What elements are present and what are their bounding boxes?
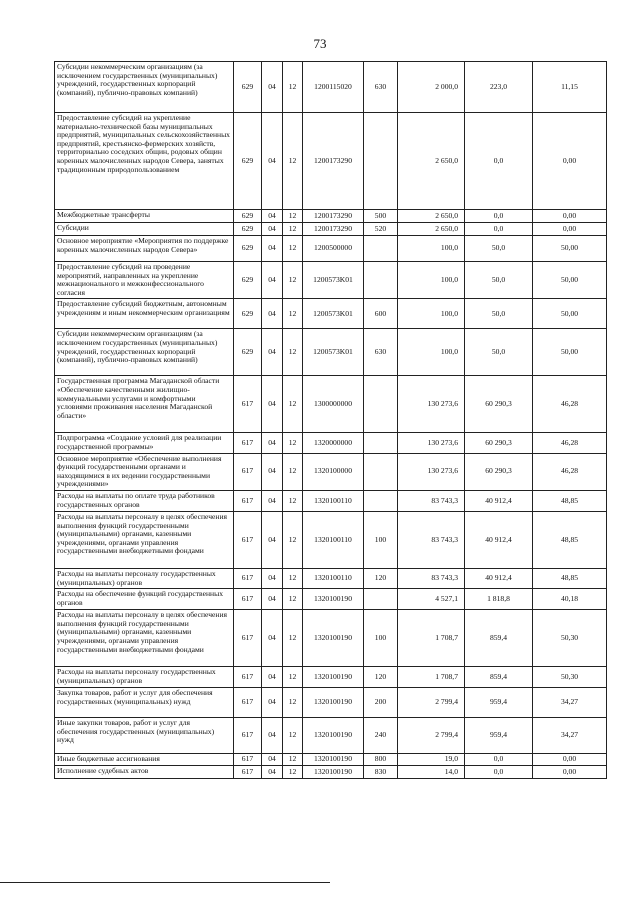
cell-section: 04	[262, 718, 283, 754]
cell-executed: 60 290,3	[465, 453, 533, 490]
cell-grbs: 629	[234, 62, 262, 113]
footer-rule	[0, 882, 330, 884]
cell-target-article: 1200173290	[303, 113, 364, 210]
cell-expense-type: 100	[364, 511, 398, 568]
table-row	[55, 568, 607, 588]
cell-percent: 46,28	[533, 453, 607, 490]
cell-section: 04	[262, 262, 283, 299]
cell-subsection: 12	[283, 210, 303, 223]
cell-grbs: 617	[234, 718, 262, 754]
cell-executed: 1 818,8	[465, 589, 533, 610]
table-row	[55, 766, 607, 779]
cell-target-article: 1320100190	[303, 688, 364, 718]
cell-percent: 46,28	[533, 433, 607, 453]
cell-name: Расходы на выплаты персоналу государственных (муниципальных) органов	[55, 568, 234, 588]
cell-grbs: 617	[234, 490, 262, 511]
cell-planned: 130 273,6	[398, 433, 465, 453]
cell-subsection: 12	[283, 688, 303, 718]
cell-subsection: 12	[283, 718, 303, 754]
cell-percent: 0,00	[533, 766, 607, 779]
cell-target-article: 1320100000	[303, 453, 364, 490]
cell-executed: 50,0	[465, 236, 533, 262]
cell-target-article: 1320100110	[303, 511, 364, 568]
cell-expense-type: 240	[364, 718, 398, 754]
cell-section: 04	[262, 453, 283, 490]
cell-expense-type: 100	[364, 610, 398, 667]
cell-grbs: 617	[234, 667, 262, 688]
cell-executed: 50,0	[465, 262, 533, 299]
table-row	[55, 299, 607, 329]
cell-target-article: 1200173290	[303, 210, 364, 223]
cell-expense-type: 600	[364, 299, 398, 329]
cell-percent: 50,30	[533, 610, 607, 667]
cell-planned: 100,0	[398, 262, 465, 299]
cell-target-article: 1200573K01	[303, 329, 364, 376]
cell-planned: 83 743,3	[398, 511, 465, 568]
cell-section: 04	[262, 610, 283, 667]
cell-planned: 19,0	[398, 754, 465, 766]
table-row	[55, 490, 607, 511]
cell-subsection: 12	[283, 113, 303, 210]
cell-planned: 2 650,0	[398, 113, 465, 210]
table-row	[55, 223, 607, 236]
cell-name: Субсидии некоммерческим организациям (за исключением государственных (муниципальных) учреждений, государственных корпораций (компаний), публично-правовых компаний)	[55, 62, 234, 113]
cell-name: Расходы на выплаты по оплате труда работников государственных органов	[55, 490, 234, 511]
cell-executed: 0,0	[465, 754, 533, 766]
cell-grbs: 629	[234, 262, 262, 299]
cell-expense-type: 630	[364, 329, 398, 376]
cell-percent: 50,00	[533, 262, 607, 299]
cell-executed: 859,4	[465, 610, 533, 667]
cell-section: 04	[262, 754, 283, 766]
cell-executed: 0,0	[465, 766, 533, 779]
cell-grbs: 617	[234, 568, 262, 588]
table-row	[55, 589, 607, 610]
cell-subsection: 12	[283, 511, 303, 568]
cell-target-article: 1320000000	[303, 433, 364, 453]
cell-percent: 0,00	[533, 210, 607, 223]
table-row	[55, 718, 607, 754]
cell-expense-type	[364, 589, 398, 610]
cell-planned: 2 000,0	[398, 62, 465, 113]
cell-planned: 83 743,3	[398, 490, 465, 511]
cell-grbs: 617	[234, 453, 262, 490]
cell-grbs: 617	[234, 754, 262, 766]
table-row	[55, 236, 607, 262]
cell-grbs: 617	[234, 511, 262, 568]
cell-section: 04	[262, 236, 283, 262]
cell-name: Исполнение судебных актов	[55, 766, 234, 779]
cell-subsection: 12	[283, 62, 303, 113]
cell-target-article: 1200573K01	[303, 299, 364, 329]
cell-section: 04	[262, 210, 283, 223]
cell-target-article: 1320100190	[303, 754, 364, 766]
table-row	[55, 688, 607, 718]
cell-grbs: 629	[234, 236, 262, 262]
cell-section: 04	[262, 62, 283, 113]
cell-percent: 11,15	[533, 62, 607, 113]
cell-subsection: 12	[283, 490, 303, 511]
cell-executed: 60 290,3	[465, 376, 533, 433]
cell-percent: 50,00	[533, 236, 607, 262]
cell-planned: 2 799,4	[398, 688, 465, 718]
cell-name: Закупка товаров, работ и услуг для обеспечения государственных (муниципальных) нужд	[55, 688, 234, 718]
cell-name: Расходы на выплаты персоналу в целях обеспечения выполнения функций государственными (муниципальными) органами, казенными учреждениями, органами управления государственными внебюджетными фондами	[55, 610, 234, 667]
cell-executed: 50,0	[465, 299, 533, 329]
budget-execution-table	[54, 61, 607, 779]
cell-target-article: 1320100190	[303, 718, 364, 754]
cell-target-article: 1200500000	[303, 236, 364, 262]
cell-name: Предоставление субсидий бюджетным, автономным учреждениям и иным некоммерческим организациям	[55, 299, 234, 329]
cell-section: 04	[262, 568, 283, 588]
cell-planned: 130 273,6	[398, 376, 465, 433]
cell-expense-type: 120	[364, 667, 398, 688]
cell-planned: 4 527,1	[398, 589, 465, 610]
cell-subsection: 12	[283, 610, 303, 667]
cell-planned: 2 650,0	[398, 223, 465, 236]
table-row	[55, 329, 607, 376]
cell-section: 04	[262, 433, 283, 453]
cell-grbs: 617	[234, 688, 262, 718]
cell-target-article: 1320100110	[303, 568, 364, 588]
cell-name: Межбюджетные трансферты	[55, 210, 234, 223]
cell-expense-type: 520	[364, 223, 398, 236]
cell-target-article: 1200573K01	[303, 262, 364, 299]
table-row	[55, 62, 607, 113]
cell-section: 04	[262, 223, 283, 236]
cell-expense-type: 500	[364, 210, 398, 223]
cell-subsection: 12	[283, 376, 303, 433]
cell-subsection: 12	[283, 766, 303, 779]
cell-section: 04	[262, 688, 283, 718]
cell-expense-type: 120	[364, 568, 398, 588]
cell-percent: 50,00	[533, 299, 607, 329]
cell-percent: 40,18	[533, 589, 607, 610]
cell-grbs: 617	[234, 589, 262, 610]
cell-name: Государственная программа Магаданской области «Обеспечение качественными жилищно-коммунальными услугами и комфортными условиями проживания населения Магаданской области»	[55, 376, 234, 433]
cell-target-article: 1320100190	[303, 667, 364, 688]
cell-target-article: 1200115020	[303, 62, 364, 113]
cell-target-article: 1320100190	[303, 610, 364, 667]
cell-grbs: 617	[234, 376, 262, 433]
cell-grbs: 629	[234, 210, 262, 223]
cell-subsection: 12	[283, 299, 303, 329]
cell-section: 04	[262, 511, 283, 568]
cell-planned: 100,0	[398, 236, 465, 262]
cell-name: Расходы на обеспечение функций государственных органов	[55, 589, 234, 610]
cell-executed: 0,0	[465, 113, 533, 210]
cell-section: 04	[262, 299, 283, 329]
cell-subsection: 12	[283, 667, 303, 688]
cell-subsection: 12	[283, 262, 303, 299]
cell-percent: 0,00	[533, 223, 607, 236]
cell-executed: 0,0	[465, 223, 533, 236]
cell-subsection: 12	[283, 568, 303, 588]
table-row	[55, 610, 607, 667]
cell-percent: 0,00	[533, 754, 607, 766]
cell-name: Субсидии некоммерческим организациям (за исключением государственных (муниципальных) учреждений, государственных корпораций (компаний), публично-правовых компаний)	[55, 329, 234, 376]
cell-subsection: 12	[283, 329, 303, 376]
cell-name: Основное мероприятие «Мероприятия по поддержке коренных малочисленных народов Севера»	[55, 236, 234, 262]
cell-grbs: 629	[234, 223, 262, 236]
cell-executed: 60 290,3	[465, 433, 533, 453]
cell-percent: 48,85	[533, 568, 607, 588]
cell-subsection: 12	[283, 236, 303, 262]
cell-expense-type	[364, 376, 398, 433]
cell-percent: 48,85	[533, 511, 607, 568]
cell-percent: 46,28	[533, 376, 607, 433]
table-row	[55, 210, 607, 223]
cell-planned: 2 799,4	[398, 718, 465, 754]
cell-grbs: 629	[234, 299, 262, 329]
cell-grbs: 617	[234, 610, 262, 667]
cell-expense-type: 200	[364, 688, 398, 718]
cell-subsection: 12	[283, 433, 303, 453]
cell-name: Иные закупки товаров, работ и услуг для обеспечения государственных (муниципальных) нужд	[55, 718, 234, 754]
cell-section: 04	[262, 329, 283, 376]
cell-expense-type: 800	[364, 754, 398, 766]
table-row	[55, 667, 607, 688]
cell-expense-type	[364, 236, 398, 262]
cell-executed: 223,0	[465, 62, 533, 113]
cell-grbs: 629	[234, 113, 262, 210]
cell-percent: 34,27	[533, 688, 607, 718]
cell-planned: 130 273,6	[398, 453, 465, 490]
cell-executed: 0,0	[465, 210, 533, 223]
cell-grbs: 617	[234, 433, 262, 453]
table-row	[55, 453, 607, 490]
cell-executed: 959,4	[465, 718, 533, 754]
cell-target-article: 1320100190	[303, 766, 364, 779]
table-row	[55, 376, 607, 433]
cell-percent: 0,00	[533, 113, 607, 210]
cell-planned: 100,0	[398, 329, 465, 376]
cell-name: Подпрограмма «Создание условий для реализации государственной программы»	[55, 433, 234, 453]
cell-name: Предоставление субсидий на проведение мероприятий, направленных на укрепление межнационального и межконфессионального согласия	[55, 262, 234, 299]
cell-target-article: 1320100190	[303, 589, 364, 610]
cell-expense-type	[364, 262, 398, 299]
cell-subsection: 12	[283, 223, 303, 236]
cell-executed: 40 912,4	[465, 511, 533, 568]
cell-name: Основное мероприятие «Обеспечение выполнения функций государственными органами и находящимися в их ведении государственными учреждениями»	[55, 453, 234, 490]
cell-planned: 83 743,3	[398, 568, 465, 588]
cell-section: 04	[262, 113, 283, 210]
cell-expense-type	[364, 113, 398, 210]
cell-percent: 50,30	[533, 667, 607, 688]
cell-planned: 1 708,7	[398, 610, 465, 667]
cell-section: 04	[262, 667, 283, 688]
cell-percent: 50,00	[533, 329, 607, 376]
cell-expense-type	[364, 453, 398, 490]
cell-subsection: 12	[283, 589, 303, 610]
cell-executed: 50,0	[465, 329, 533, 376]
cell-expense-type	[364, 490, 398, 511]
table-body	[55, 62, 607, 779]
cell-section: 04	[262, 490, 283, 511]
cell-expense-type	[364, 433, 398, 453]
cell-executed: 959,4	[465, 688, 533, 718]
cell-executed: 40 912,4	[465, 490, 533, 511]
cell-executed: 859,4	[465, 667, 533, 688]
cell-name: Иные бюджетные ассигнования	[55, 754, 234, 766]
cell-name: Предоставление субсидий на укрепление материально-технической базы муниципальных предприятий, муниципальных сельскохозяйственных предприятий, крестьянско-фермерских хозяйств, территориально соседских общин, родовых общин коренных малочисленных народов Севера, занятых традиционным природопользованием	[55, 113, 234, 210]
table-row	[55, 754, 607, 766]
cell-target-article: 1300000000	[303, 376, 364, 433]
cell-percent: 48,85	[533, 490, 607, 511]
cell-section: 04	[262, 376, 283, 433]
cell-subsection: 12	[283, 453, 303, 490]
cell-section: 04	[262, 766, 283, 779]
cell-name: Расходы на выплаты персоналу в целях обеспечения выполнения функций государственными (муниципальными) органами, казенными учреждениями, органами управления государственными внебюджетными фондами	[55, 511, 234, 568]
table-row	[55, 113, 607, 210]
cell-expense-type: 630	[364, 62, 398, 113]
cell-target-article: 1320100110	[303, 490, 364, 511]
cell-grbs: 617	[234, 766, 262, 779]
cell-name: Субсидии	[55, 223, 234, 236]
cell-subsection: 12	[283, 754, 303, 766]
cell-expense-type: 830	[364, 766, 398, 779]
table-row	[55, 262, 607, 299]
table-row	[55, 511, 607, 568]
cell-planned: 2 650,0	[398, 210, 465, 223]
table-row	[55, 433, 607, 453]
cell-percent: 34,27	[533, 718, 607, 754]
cell-target-article: 1200173290	[303, 223, 364, 236]
page-number: 73	[313, 36, 327, 51]
cell-grbs: 629	[234, 329, 262, 376]
cell-planned: 100,0	[398, 299, 465, 329]
cell-executed: 40 912,4	[465, 568, 533, 588]
cell-planned: 1 708,7	[398, 667, 465, 688]
cell-section: 04	[262, 589, 283, 610]
cell-planned: 14,0	[398, 766, 465, 779]
cell-name: Расходы на выплаты персоналу государственных (муниципальных) органов	[55, 667, 234, 688]
